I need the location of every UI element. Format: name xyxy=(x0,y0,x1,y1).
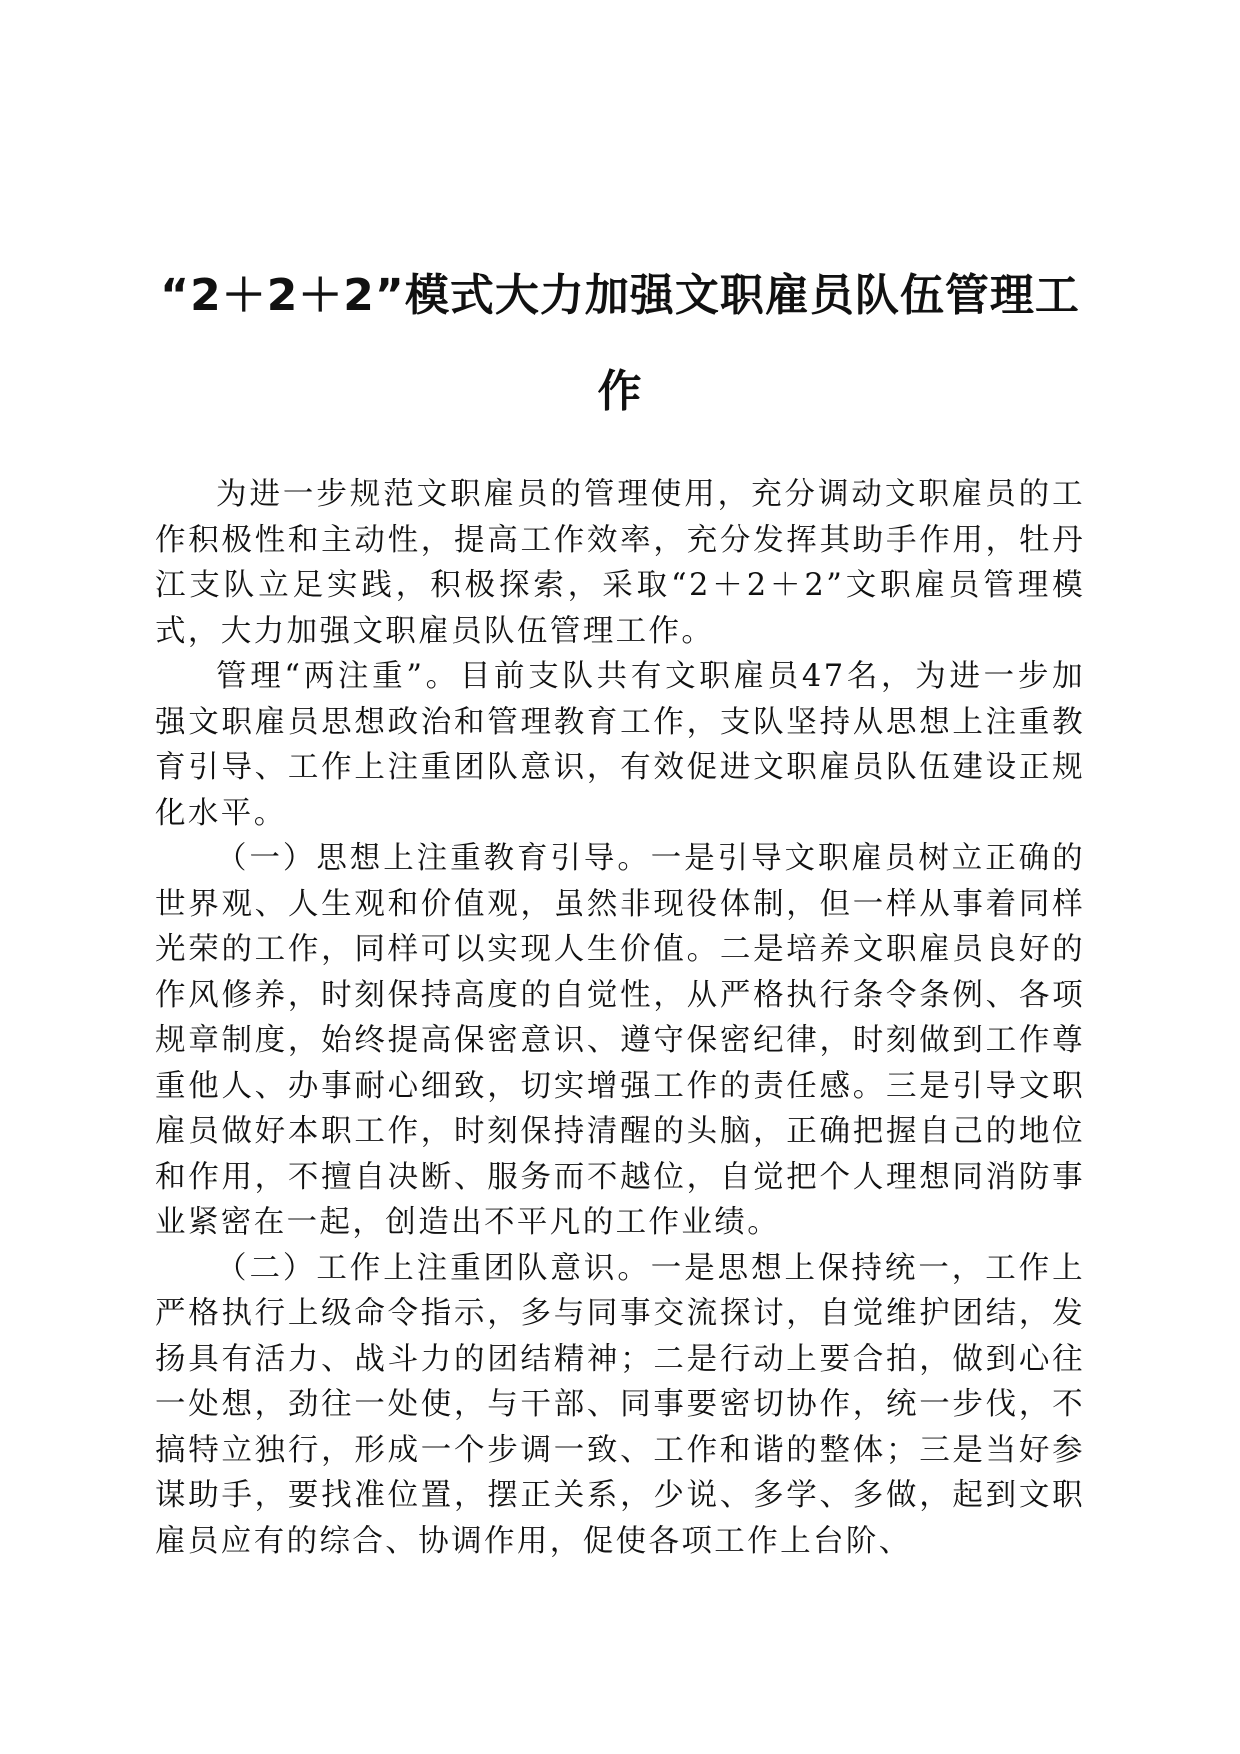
document-body xyxy=(155,472,1085,1564)
document-title: “2＋2＋2”模式大力加强文职雇员队伍管理工作 xyxy=(160,270,1080,417)
paragraph-intro: 为进一步规范文职雇员的管理使用，充分调动文职雇员的工作积极性和主动性，提高工作效率，充分发挥其助手作用，牡丹江支队立足实践，积极探索，采取“2＋2＋2”文职雇员管理模式，大力加强文职雇员队伍管理工作。 xyxy=(155,477,1085,649)
paragraph-section-one: （一）思想上注重教育引导。一是引导文职雇员树立正确的世界观、人生观和价值观，虽然非现役体制，但一样从事着同样光荣的工作，同样可以实现人生价值。二是培养文职雇员良好的作风修养，时刻保持高度的自觉性，从严格执行条令条例、各项规章制度，始终提高保密意识、遵守保密纪律，时刻做到工作尊重他人、办事耐心细致，切实增强工作的责任感。三是引导文职雇员做好本职工作，时刻保持清醒的头脑，正确把握自己的地位和作用，不擅自决断、服务而不越位，自觉把个人理想同消防事业紧密在一起，创造出不平凡的工作业绩。 xyxy=(155,841,1085,1240)
paragraph-management: 管理“两注重”。目前支队共有文职雇员47名，为进一步加强文职雇员思想政治和管理教育工作，支队坚持从思想上注重教育引导、工作上注重团队意识，有效促进文职雇员队伍建设正规化水平。 xyxy=(155,659,1085,831)
paragraph-section-two: （二）工作上注重团队意识。一是思想上保持统一，工作上严格执行上级命令指示，多与同事交流探讨，自觉维护团结，发扬具有活力、战斗力的团结精神；二是行动上要合拍，做到心往一处想，劲往一处使，与干部、同事要密切协作，统一步伐，不搞特立独行，形成一个步调一致、工作和谐的整体；三是当好参谋助手，要找准位置，摆正关系，少说、多学、多做，起到文职雇员应有的综合、协调作用，促使各项工作上台阶、 xyxy=(155,1250,1085,1559)
